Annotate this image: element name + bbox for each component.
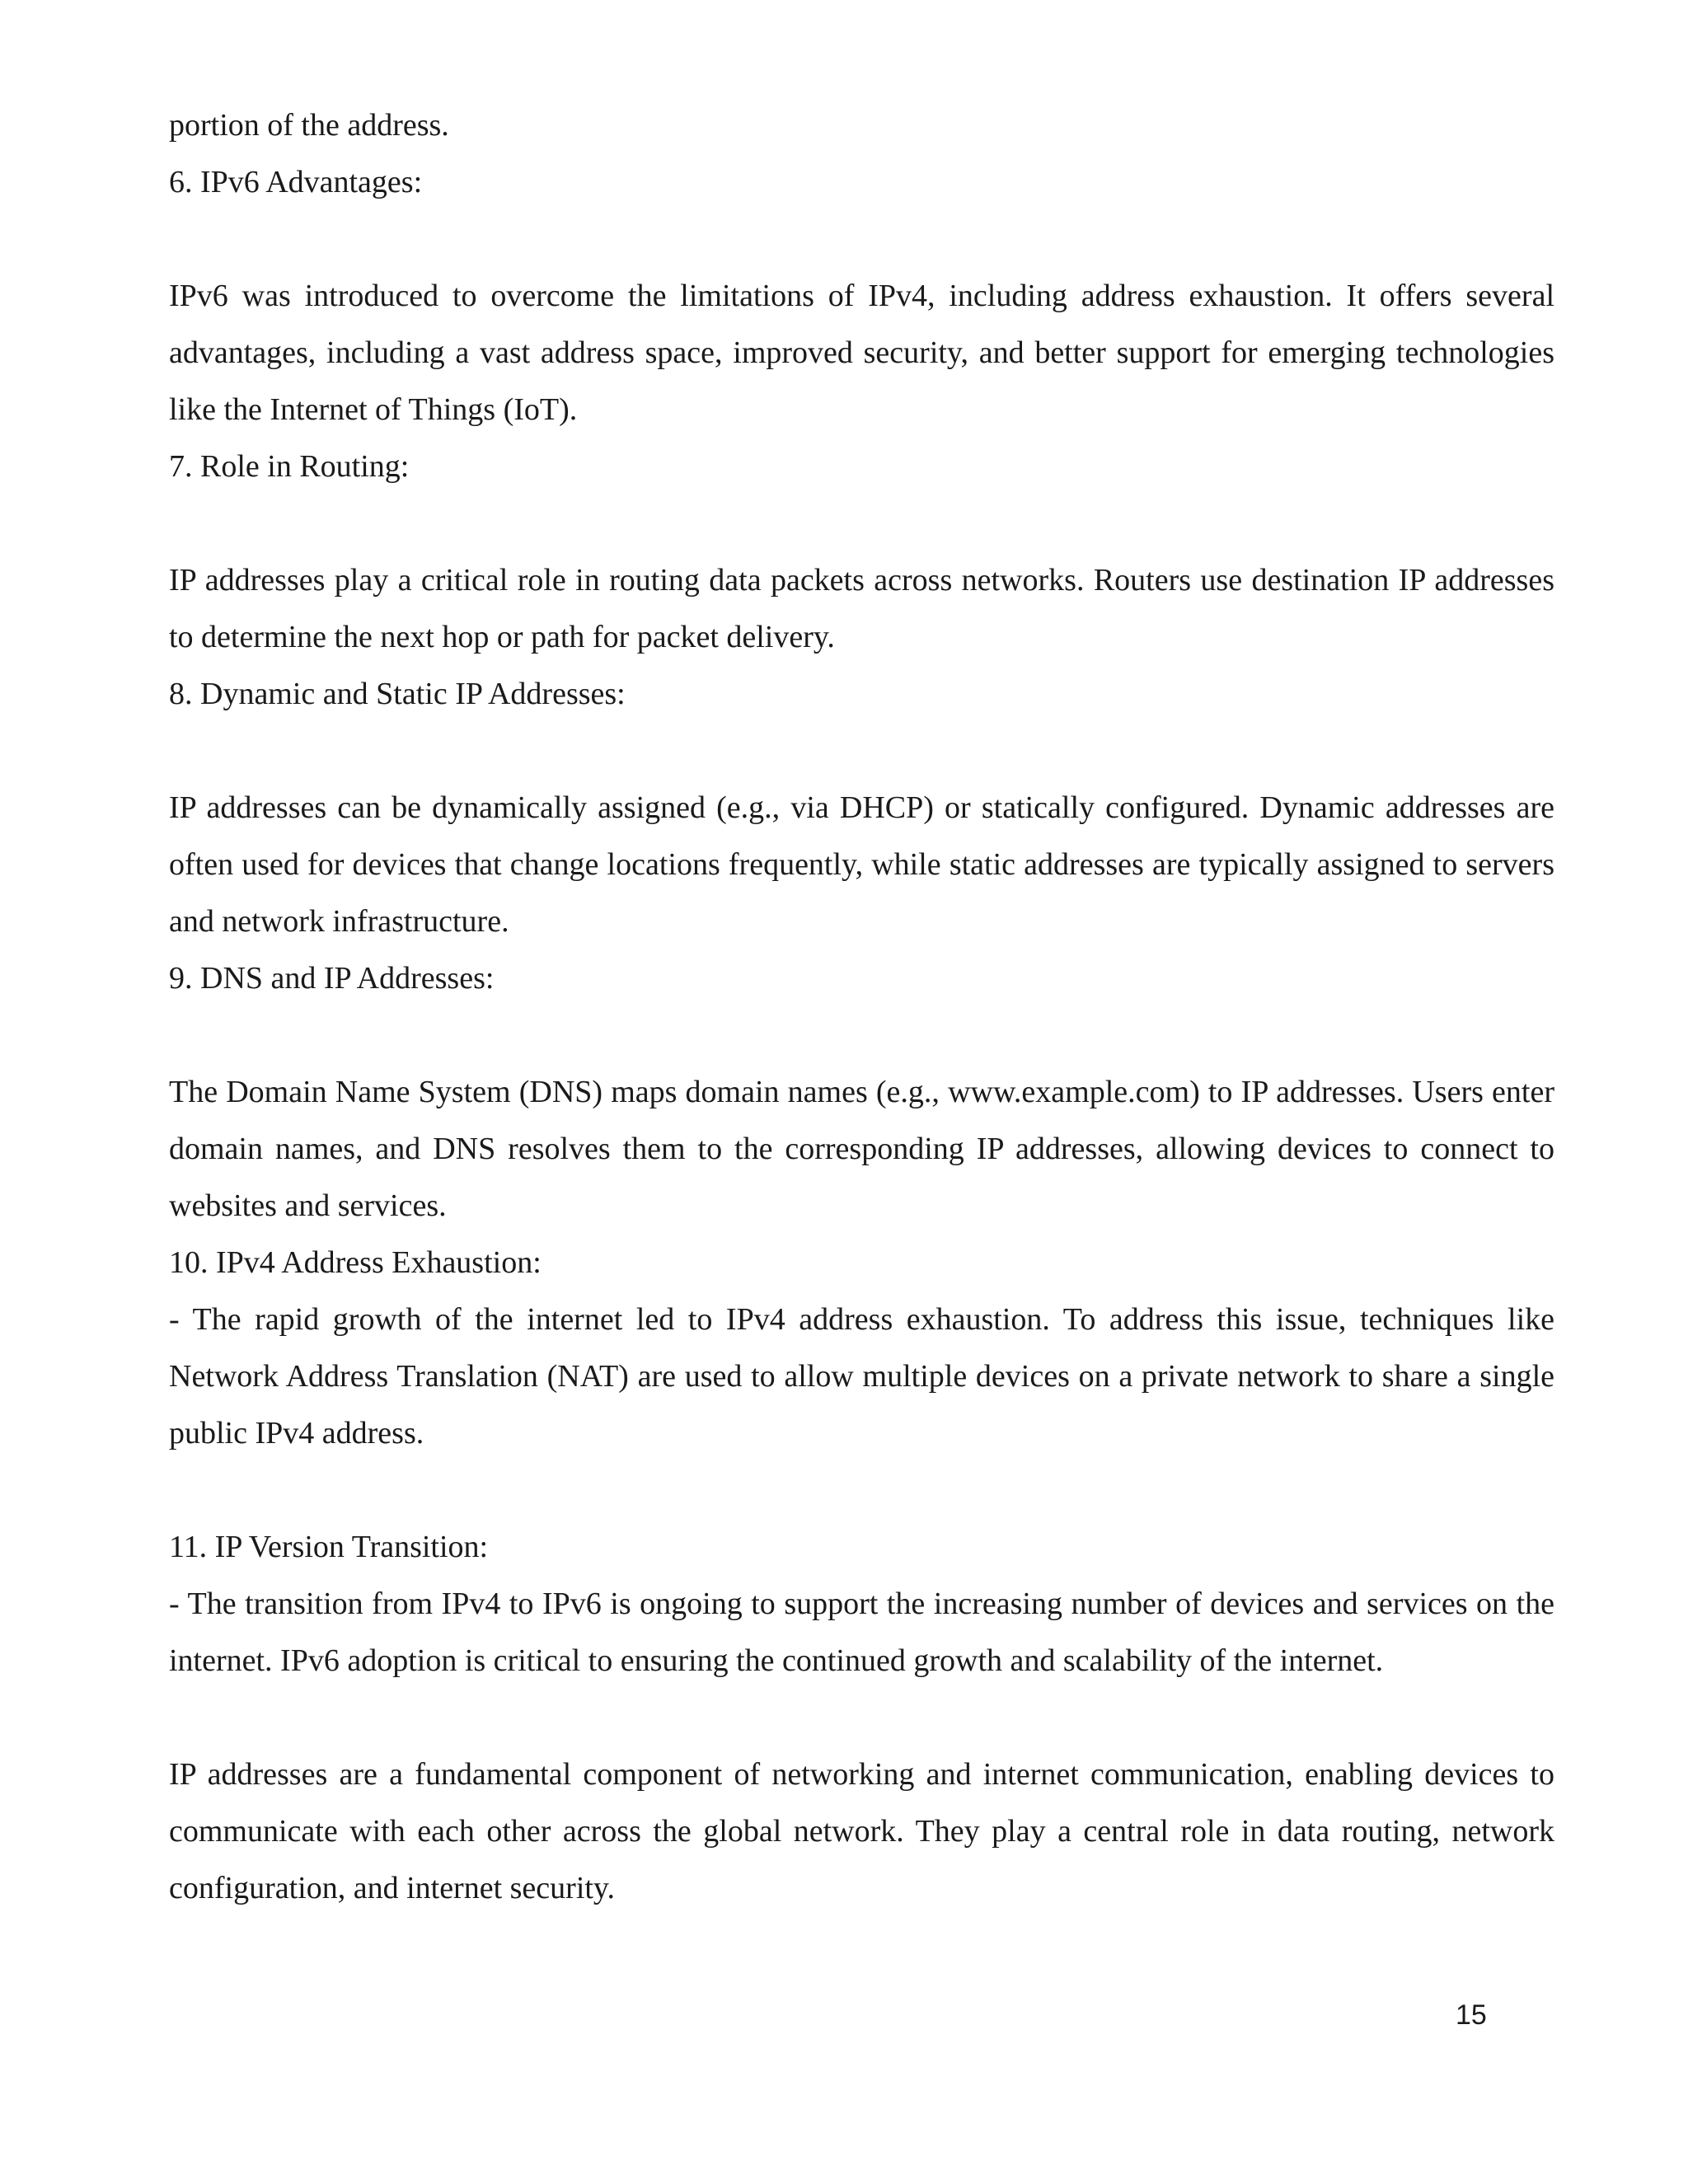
- paragraph: - The rapid growth of the internet led to IPv4 address exhaustion. To address this issue, techniques like Network Address Translation (NAT) are used to allow multiple devices on a private network to share a single public IPv4 address.: [169, 1302, 1554, 1451]
- paragraph: IPv6 was introduced to overcome the limitations of IPv4, including address exhaustion. It offers several advantages, including a vast address space, improved security, and better support for emerging technologies like the Internet of Things (IoT).: [169, 279, 1554, 427]
- blank-line: [169, 723, 1554, 780]
- section-heading: 10. IPv4 Address Exhaustion:: [169, 1245, 542, 1280]
- section-heading: 7. Role in Routing:: [169, 449, 410, 484]
- paragraph: The Domain Name System (DNS) maps domain names (e.g., www.example.com) to IP addresses. Users enter domain names, and DNS resolves them to the corresponding IP addresses, allowing devices to connect to websites and services.: [169, 1075, 1554, 1223]
- section-heading: 6. IPv6 Advantages:: [169, 165, 423, 199]
- blank-line: [169, 1462, 1554, 1519]
- paragraph: IP addresses can be dynamically assigned (e.g., via DHCP) or statically configured. Dynamic addresses are often used for devices that change locations frequently, while static addresses are typically assigned to servers and network infrastructure.: [169, 790, 1554, 939]
- document-body: [169, 97, 1554, 1917]
- blank-line: [169, 1690, 1554, 1746]
- paragraph: - The transition from IPv4 to IPv6 is ongoing to support the increasing number of devices and services on the internet. IPv6 adoption is critical to ensuring the continued growth and scalability of the internet.: [169, 1586, 1554, 1678]
- page-number: 15: [1456, 1999, 1487, 2031]
- text-line: portion of the address.: [169, 108, 449, 143]
- section-heading: 8. Dynamic and Static IP Addresses:: [169, 677, 626, 711]
- blank-line: [169, 211, 1554, 268]
- blank-line: [169, 1007, 1554, 1064]
- section-heading: 9. DNS and IP Addresses:: [169, 961, 495, 996]
- section-heading: 11. IP Version Transition:: [169, 1530, 489, 1564]
- paragraph: IP addresses play a critical role in routing data packets across networks. Routers use destination IP addresses to determine the next hop or path for packet delivery.: [169, 563, 1554, 654]
- blank-line: [169, 495, 1554, 552]
- paragraph: IP addresses are a fundamental component of networking and internet communication, enabling devices to communicate with each other across the global network. They play a central role in data routing, network configuration, and internet security.: [169, 1757, 1554, 1905]
